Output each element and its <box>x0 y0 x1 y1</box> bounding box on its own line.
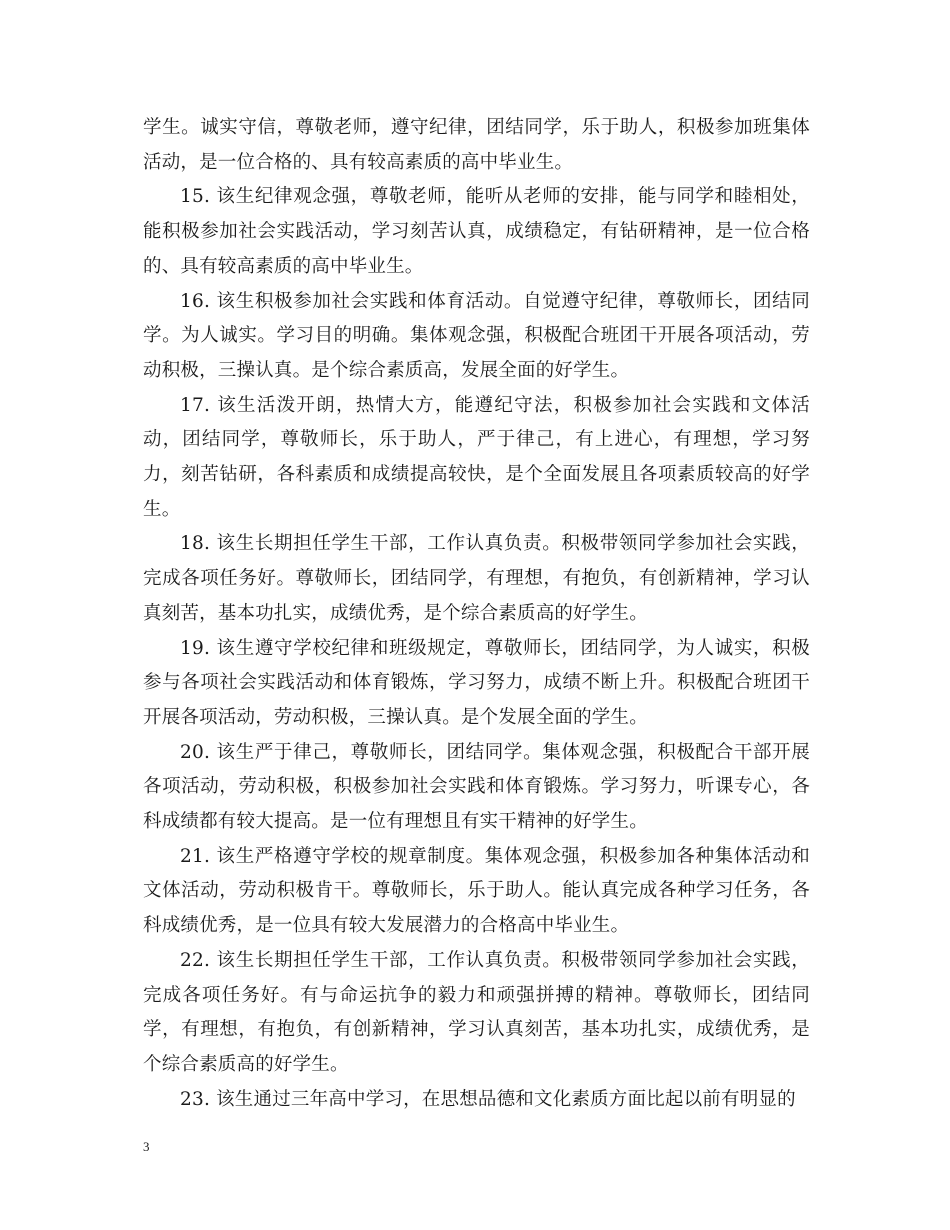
paragraph-item-15: 15. 该生纪律观念强，尊敬老师，能听从老师的安排，能与同学和睦相处，能积极参加社会实践活动，学习刻苦认真，成绩稳定，有钻研精神，是一位合格的、具有较高素质的高中毕业生。 <box>143 186 810 277</box>
paragraph-item-16: 16. 该生积极参加社会实践和体育活动。自觉遵守纪律，尊敬师长，团结同学。为人诚实。学习目的明确。集体观念强，积极配合班团干开展各项活动，劳动积极，三操认真。是个综合素质高，发展全面的好学生。 <box>143 290 810 381</box>
document-body <box>143 111 810 1117</box>
paragraph-continuation: 学生。诚实守信，尊敬老师，遵守纪律，团结同学，乐于助人，积极参加班集体活动，是一位合格的、具有较高素质的高中毕业生。 <box>143 117 810 173</box>
paragraph-item-22: 22. 该生长期担任学生干部，工作认真负责。积极带领同学参加社会实践，完成各项任务好。有与命运抗争的毅力和顽强拼搏的精神。尊敬师长，团结同学，有理想，有抱负，有创新精神，学习认真刻苦，基本功扎实，成绩优秀，是个综合素质高的好学生。 <box>143 949 810 1075</box>
paragraph-item-23: 23. 该生通过三年高中学习，在思想品德和文化素质方面比起以前有明显的 <box>180 1088 796 1110</box>
paragraph-item-17: 17. 该生活泼开朗，热情大方，能遵纪守法，积极参加社会实践和文体活动，团结同学，尊敬师长，乐于助人，严于律己，有上进心，有理想，学习努力，刻苦钻研，各科素质和成绩提高较快，是个全面发展且各项素质较高的好学生。 <box>143 394 810 520</box>
paragraph-item-18: 18. 该生长期担任学生干部，工作认真负责。积极带领同学参加社会实践，完成各项任务好。尊敬师长，团结同学，有理想，有抱负，有创新精神，学习认真刻苦，基本功扎实，成绩优秀，是个综合素质高的好学生。 <box>143 533 810 624</box>
paragraph-item-21: 21. 该生严格遵守学校的规章制度。集体观念强，积极参加各种集体活动和文体活动，劳动积极肯干。尊敬师长，乐于助人。能认真完成各种学习任务，各科成绩优秀，是一位具有较大发展潜力的合格高中毕业生。 <box>143 845 810 937</box>
paragraph-item-19: 19. 该生遵守学校纪律和班级规定，尊敬师长，团结同学，为人诚实，积极参与各项社会实践活动和体育锻炼，学习努力，成绩不断上升。积极配合班团干开展各项活动，劳动积极，三操认真。是个发展全面的学生。 <box>143 637 810 728</box>
paragraph-item-20: 20. 该生严于律己，尊敬师长，团结同学。集体观念强，积极配合干部开展各项活动，劳动积极，积极参加社会实践和体育锻炼。学习努力，听课专心，各科成绩都有较大提高。是一位有理想且有实干精神的好学生。 <box>143 741 810 833</box>
page-number: 3 <box>143 1139 150 1154</box>
